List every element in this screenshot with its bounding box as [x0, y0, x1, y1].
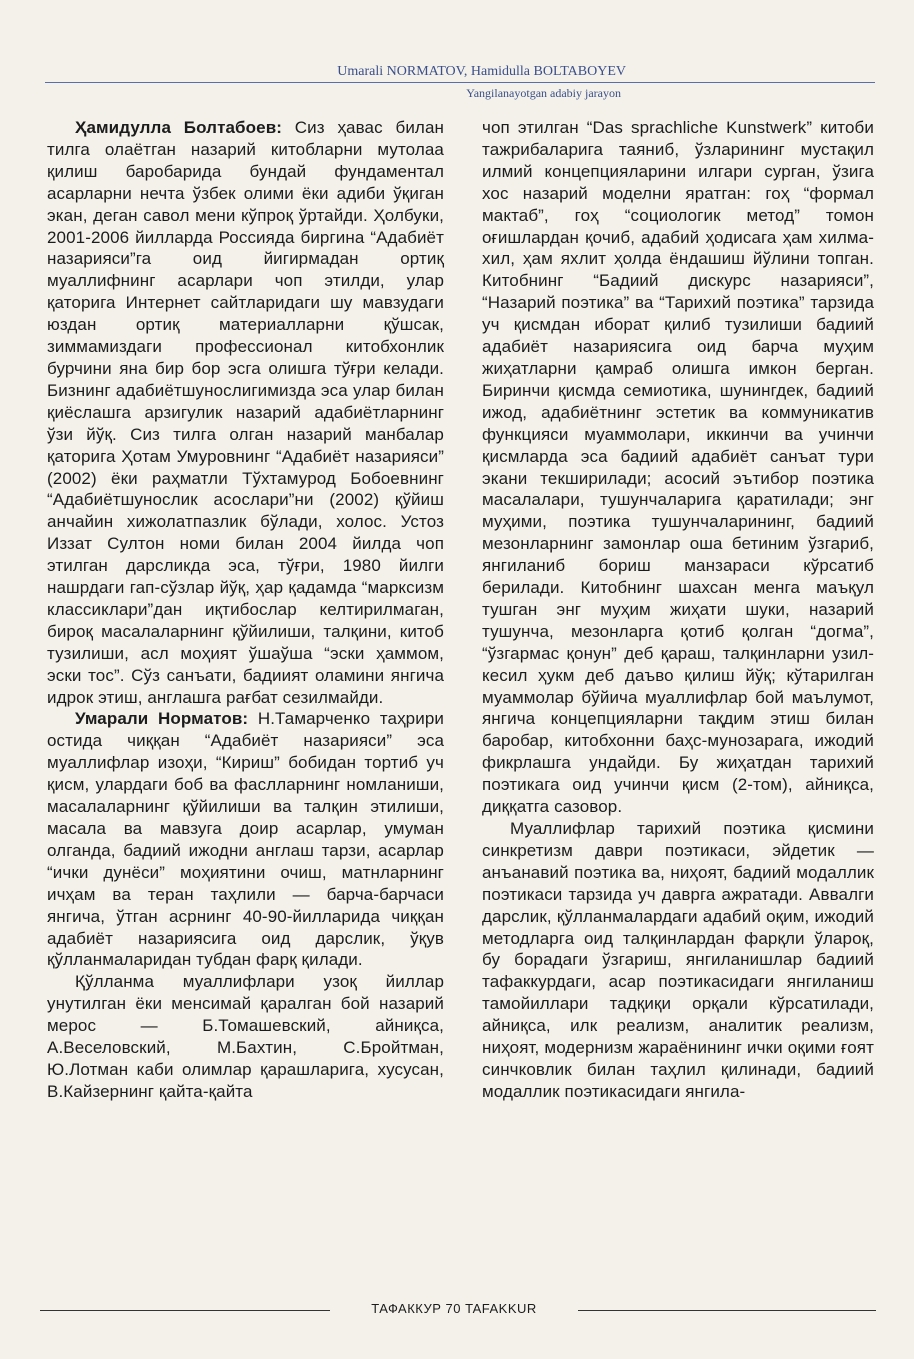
header-rule [45, 82, 875, 83]
paragraph-text: Н.Тамарченко таҳрири остида чиққан “Адабиёт назарияси” эса муаллифлар изоҳи, “Кириш” бобидан тортиб уч қисм, улардаги боб ва фаслларнинг номланиши, масалаларнинг қўйилиши ва талқин этилиши, масала ва мавзуга доир асарлар, умуман олганда, бадиий ижодни англаш тарзи, асарлар “ички дунёси” моҳиятини очиш, матнларнинг ичҳам ва теран таҳлили — барча-барчаси янгича, ўтган асрнинг 40-90-йилларида чиққан адабиёт назариясига оид дарслик, ўқув қўлланмаларидан тубдан фарқ қилади. [47, 709, 444, 970]
paragraph [47, 708, 444, 971]
speaker-name: Умарали Норматов: [75, 709, 249, 729]
page-footer [40, 1300, 876, 1320]
left-column [47, 117, 444, 1103]
header-subtitle: Yangilanayotgan adabiy jarayon [466, 86, 621, 100]
footer-page-label: ТАФАККУР 70 TAFAKKUR [371, 1301, 537, 1316]
paragraph-text: чоп этилган “Das sprachliche Kunstwerk” китоби тажрибаларига таяниб, ўзларининг мустақил илмий концепцияларини илгари сурган, ўзига хос назарий моделни яратган: гоҳ “формал мактаб”, гоҳ “социологик метод” томон оғишлардан қочиб, адабий ҳодисага ҳам хилма-хил, ҳам яхлит ҳолда ёндашиш йўлини топган. Китобнинг “Бадиий дискурс назарияси”, “Назарий поэтика” ва “Тарихий поэтика” тарзида уч қисмдан иборат қилиб тузилиши бадиий адабиёт назариясига оид барча муҳим жиҳатларни қамраб олишга имкон берган. Биринчи қисмда семиотика, шунингдек, бадиий ижод, адабиётнинг эстетик ва коммуникатив функцияси муаммолари, иккинчи ва учинчи қисмларда эса бадиий адабиёт санъат тури экани текширилади; асосий эътибор поэтика масалалари, тушунчаларига қаратилади; энг муҳими, поэтика тушунчаларининг, бадиий мезонларнинг замонлар оша бетиним ўзгариб, янгиланиб бориш манзараси кўрсатиб берилади. Китобнинг шахсан менга маъқул тушган энг муҳим жиҳати шуки, назарий тушунча, мезонларга қотиб қолган “догма”, “ўзгармас қонун” деб қараш, талқинларни узил-кесил ҳукм деб даъво қилиш йўқ; кўтарилган муаммолар бўйича муаллифлар бой маълумот, янгича концепцияларни тақдим этиш билан баробар, китобхонни баҳс-мунозарага, ижодий фикрлашга ундайди. Бу жиҳатдан тарихий поэтикага оид учинчи қисм (2-том), айниқса, диққатга сазовор. [482, 118, 874, 817]
paragraph [47, 117, 444, 708]
paragraph [47, 971, 444, 1102]
paragraph-text: Сиз ҳавас билан тилга олаётган назарий китобларни мутолаа қилиш баробарида бундай фундаментал асарларни нечта ўзбек олими ёки адиби ўқиган экан, деган савол мени кўпроқ ўртайди. Ҳолбуки, 2001-2006 йилларда Россияда биргина “Адабиёт назарияси”га оид йигирмадан ортиқ муаллифнинг асарлари чоп этилди, улар қаторига Интернет сайтларидаги шу мавзудаги юздан ортиқ материалларни қўшсак, зиммамиздаги профессионал китобхонлик бурчини яна бир бор эсга олишга тўғри келади. Бизнинг адабиётшунослигимизда эса улар билан қиёслашга арзигулик назарий адабиётларнинг ўзи йўқ. Сиз тилга олган назарий манбалар қаторига Ҳотам Умуровнинг “Адабиёт назарияси” (2002) ёки раҳматли Тўхтамурод Бобоевнинг “Адабиётшунослик асослари”ни (2002) қўйиш анчайин хижолатпазлик бўлади, холос. Устоз Иззат Султон номи билан 2004 йилда чоп этилган дарсликда эса, тўғри, 1980 йилги нашрдаги гап-сўзлар йўқ, ҳар қадамда “марксизм классиклари”дан иқтибослар келтирилмаган, бироқ масалаларнинг қўйилиши, талқини, китоб тузилиши, асл моҳият ўшаўша “эски ҳаммом, эски тос”. Сўз санъати, бадиият оламини янгича идрок этиш, англашга рағбат сезилмайди. [47, 118, 444, 707]
paragraph [482, 818, 874, 1103]
running-header [40, 60, 876, 104]
paragraph-text: Қўлланма муаллифлари узоқ йиллар унутилган ёки менсимай қаралган бой назарий мерос — Б.Томашевский, айниқса, А.Веселовский, М.Бахтин, С.Бройтман, Ю.Лотман каби олимлар қарашларига, хусусан, В.Кайзернинг қайта-қайта [47, 972, 444, 1101]
paragraph-text: Муаллифлар тарихий поэтика қисмини синкретизм даври поэтикаси, эйдетик — анъанавий поэтика ва, ниҳоят, бадиий модаллик поэтикаси тарзида уч даврга ажратади. Аввалги дарслик, қўлланмалардаги адабий оқим, ижодий методларга оид талқинлардан фарқли ўлароқ, бу борадаги ўзгариш, янгиланишлар бадиий тафаккурдаги, асар поэтикасидаги янгиланиш тамойиллари тадқиқи орқали кўрсатилади, айниқса, илк реализм, аналитик реализм, ниҳоят, модернизм жараёнининг ички оқими ғоят синчковлик билан таҳлил қилинади, бадиий модаллик поэтикасидаги янгила- [482, 819, 874, 1101]
right-column [482, 117, 874, 1103]
header-authors: Umarali NORMATOV, Hamidulla BOLTABOYEV [337, 64, 626, 79]
footer-rule-right [578, 1310, 876, 1311]
speaker-name: Ҳамидулла Болтабоев: [75, 118, 283, 137]
paragraph [482, 117, 874, 818]
footer-rule-left [40, 1310, 330, 1311]
